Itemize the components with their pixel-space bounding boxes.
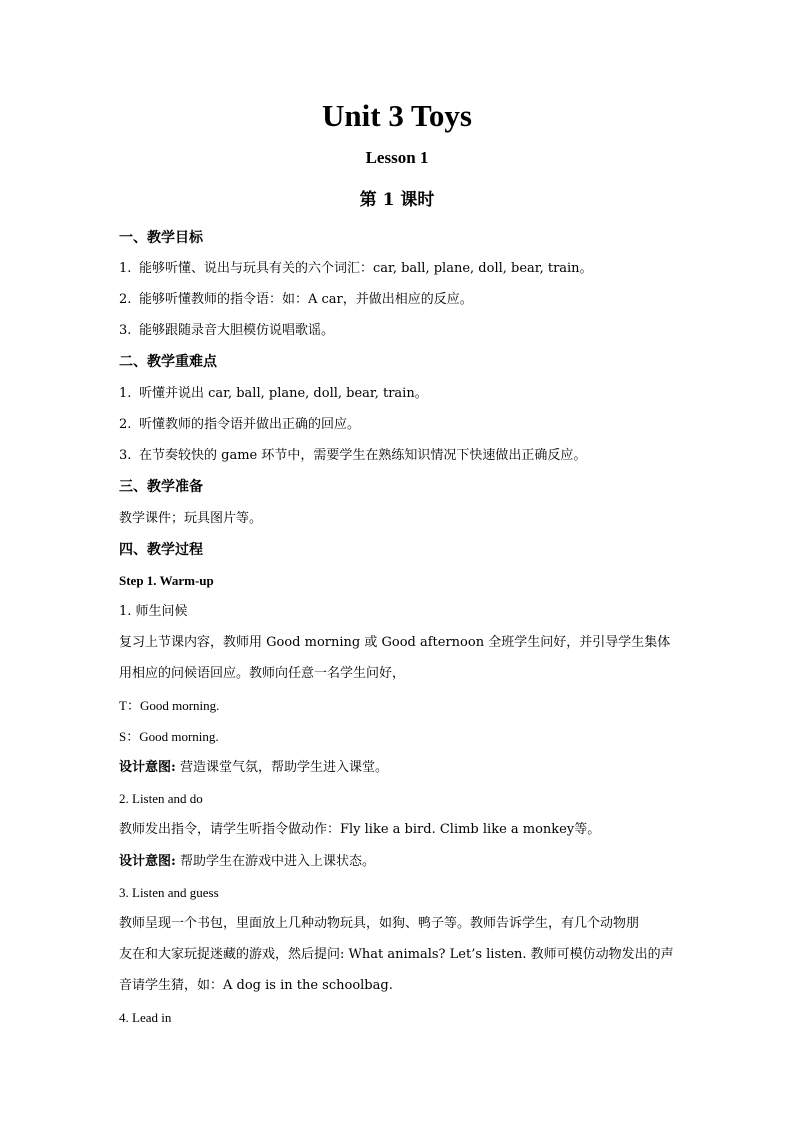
dialog-student-line: S：Good morning. <box>119 729 219 744</box>
section-heading-keypoints: 二、教学重难点 <box>119 354 217 370</box>
process-item-3-title: 3. Listen and guess <box>119 885 219 900</box>
design-intent-text: 营造课堂气氛，帮助学生进入课堂。 <box>175 760 388 775</box>
keypoint-number: 2. <box>119 417 132 432</box>
objective-item-1 <box>119 259 689 279</box>
process-item-2-paragraph: 教师发出指令，请学生听指令做动作：Fly like a bird. Climb like a monkey等。 <box>119 822 601 837</box>
process-item-1-paragraph-line-2: 用相应的问候语回应。教师向任意一名学生问好， <box>119 666 406 681</box>
section-heading-process: 四、教学过程 <box>119 542 203 558</box>
design-intent-text: 帮助学生在游戏中进入上课状态。 <box>175 854 375 869</box>
section-heading-preparation: 三、教学准备 <box>119 479 203 495</box>
design-intent-label: 设计意图: <box>119 760 176 775</box>
objective-number: 3. <box>119 323 132 338</box>
period-subtitle: 第 1 课时 <box>359 190 435 210</box>
objective-item-2 <box>119 290 689 310</box>
keypoint-number: 3. <box>119 448 132 463</box>
section-heading-objectives: 一、教学目标 <box>119 230 203 246</box>
design-intent-1 <box>119 758 689 778</box>
document-title: Unit 3 Toys <box>322 98 472 133</box>
keypoint-text: 听懂并说出 car, ball, plane, doll, bear, train。 <box>139 386 428 401</box>
process-item-1-title: 1. 师生问候 <box>119 604 188 619</box>
objective-text: 能够听懂、说出与玩具有关的六个词汇：car, ball, plane, doll, bear, train。 <box>139 261 593 276</box>
objective-number: 1. <box>119 261 132 276</box>
objective-text: 能够听懂教师的指令语：如：A car，并做出相应的反应。 <box>139 292 473 307</box>
process-item-2-title: 2. Listen and do <box>119 791 203 806</box>
process-item-4-title: 4. Lead in <box>119 1010 172 1025</box>
keypoint-number: 1. <box>119 386 132 401</box>
keypoint-item-3 <box>119 446 689 466</box>
design-intent-2 <box>119 852 689 872</box>
process-item-1-paragraph-line-1: 复习上节课内容，教师用 Good morning 或 Good afternoon 全班学生问好，并引导学生集体 <box>119 635 671 650</box>
step-1-heading: Step 1. Warm-up <box>119 573 214 588</box>
lesson-subtitle: Lesson 1 <box>365 148 429 167</box>
objective-item-3 <box>119 321 689 341</box>
process-item-3-paragraph-line-3: 音请学生猜，如：A dog is in the schoolbag. <box>119 978 393 993</box>
keypoint-item-2 <box>119 415 689 435</box>
preparation-text: 教学课件；玩具图片等。 <box>119 511 263 526</box>
keypoint-text: 听懂教师的指令语并做出正确的回应。 <box>139 417 361 432</box>
keypoint-text: 在节奏较快的 game 环节中，需要学生在熟练知识情况下快速做出正确反应。 <box>139 448 587 463</box>
process-item-3-paragraph-line-1: 教师呈现一个书包，里面放上几种动物玩具，如狗、鸭子等。教师告诉学生，有几个动物朋 <box>119 916 640 931</box>
objective-number: 2. <box>119 292 132 307</box>
objective-text: 能够跟随录音大胆模仿说唱歌谣。 <box>139 323 335 338</box>
design-intent-label: 设计意图: <box>119 854 176 869</box>
process-item-3-paragraph-line-2: 友在和大家玩捉迷藏的游戏，然后提问: What animals? Let’s listen. 教师可模仿动物发出的声 <box>119 947 674 962</box>
keypoint-item-1 <box>119 384 689 404</box>
dialog-teacher-line: T：Good morning. <box>119 698 220 713</box>
